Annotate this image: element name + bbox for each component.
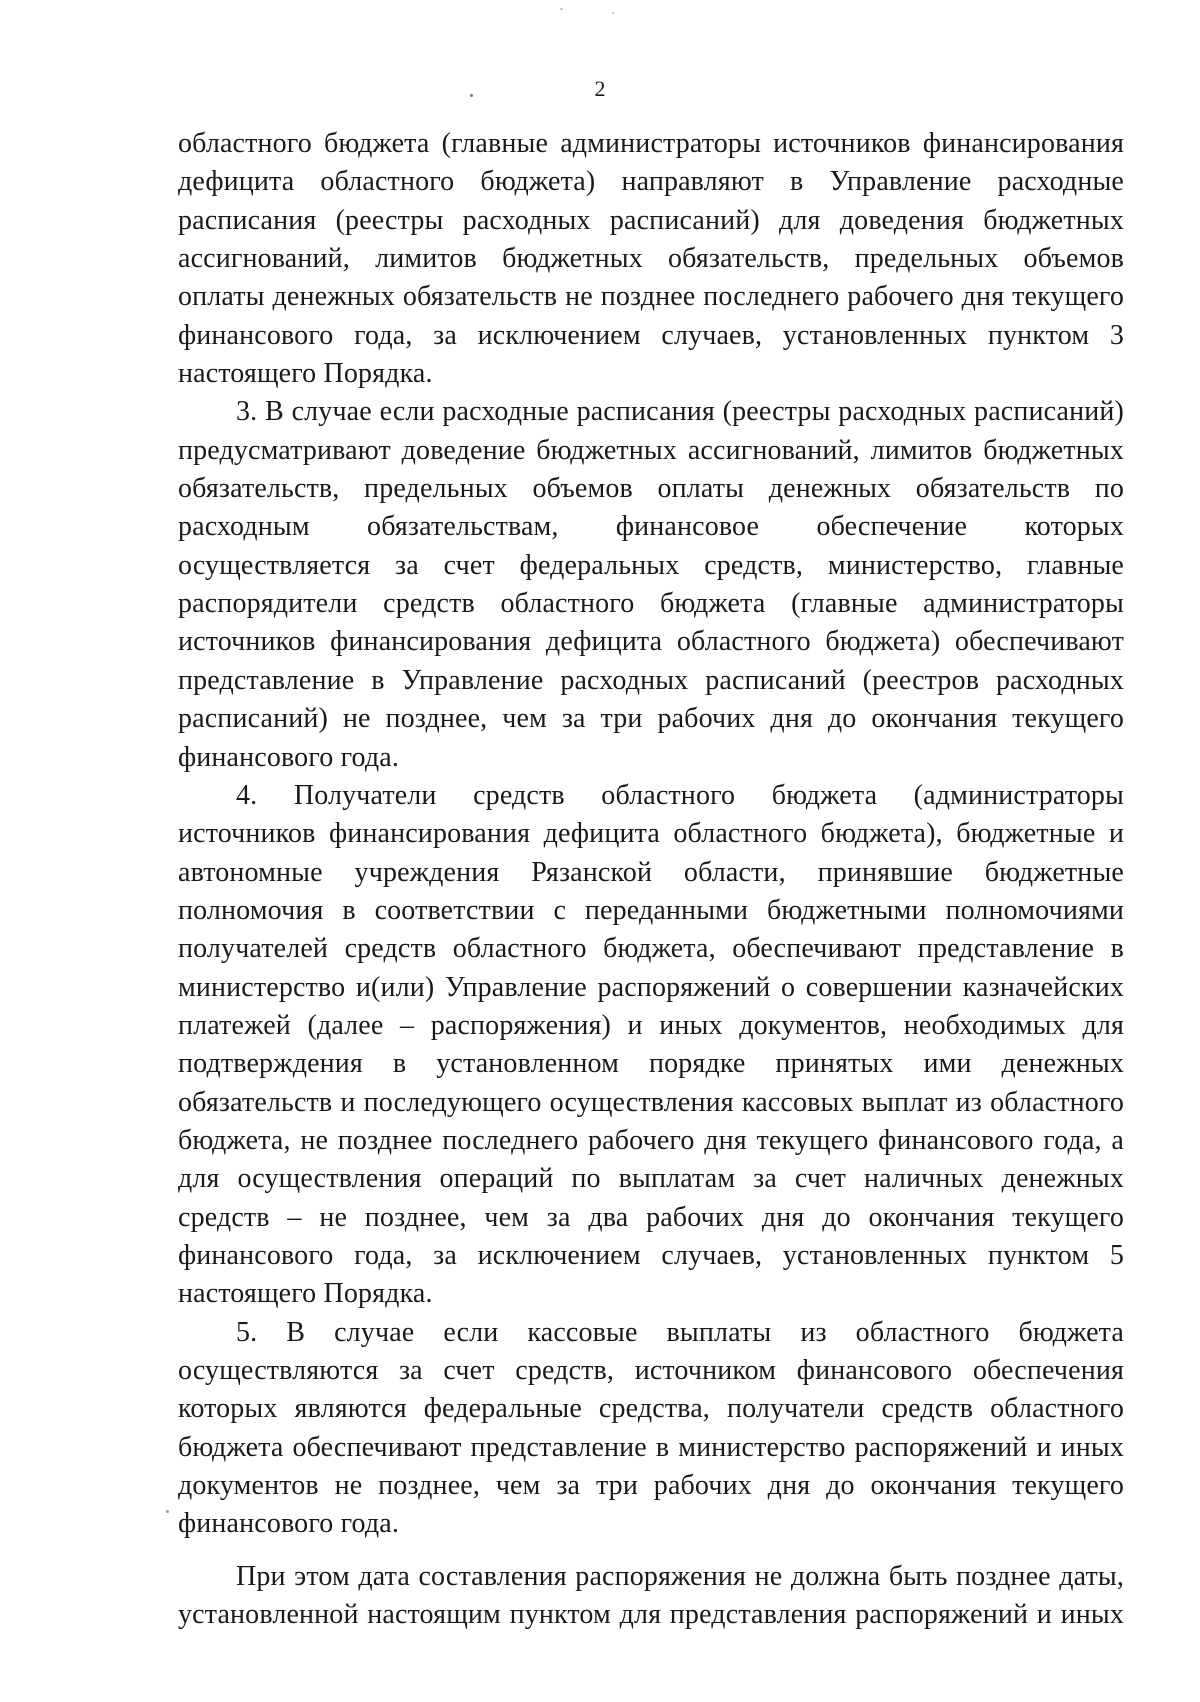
text-line: расходным обязательствам, финансовое обеспечение которых [178, 511, 1124, 543]
text-line: представление в Управление расходных расписаний (реестров расходных [178, 664, 1124, 696]
scan-speck [470, 94, 473, 97]
scan-speck [560, 8, 563, 10]
text-line: распорядители средств областного бюджета (главные администраторы [178, 588, 1124, 620]
text-line: финансового года, за исключением случаев, установленных пунктом 5 [178, 1239, 1124, 1271]
text-line: ассигнований, лимитов бюджетных обязательств, предельных объемов [178, 243, 1124, 275]
text-line: финансового года. [178, 741, 399, 773]
text-line: обязательств и последующего осуществления кассовых выплат из областного [178, 1086, 1124, 1118]
text-line: платежей (далее – распоряжения) и иных документов, необходимых для [178, 1009, 1124, 1041]
text-line: подтверждения в установленном порядке принятых ими денежных [178, 1048, 1124, 1080]
text-line: получателей средств областного бюджета, обеспечивают представление в [178, 933, 1124, 965]
text-line: бюджета обеспечивают представление в министерство распоряжений и иных [178, 1431, 1124, 1463]
scan-speck [166, 1510, 169, 1513]
text-line: 4. Получатели средств областного бюджета (администраторы [236, 779, 1124, 811]
text-line: которых являются федеральные средства, получатели средств областного [178, 1393, 1124, 1425]
paragraph-continuation [178, 125, 1124, 393]
scan-speck [612, 12, 614, 14]
text-line: предусматривают доведение бюджетных ассигнований, лимитов бюджетных [178, 434, 1124, 466]
paragraph-note [178, 1558, 1124, 1635]
text-line: автономные учреждения Рязанской области, принявшие бюджетные [178, 856, 1124, 888]
text-line: расписаний) не позднее, чем за три рабочих дня до окончания текущего [178, 703, 1124, 735]
paragraph-item-3 [178, 393, 1124, 776]
paragraph-item-5 [178, 1314, 1124, 1544]
text-line: средств – не позднее, чем за два рабочих дня до окончания текущего [178, 1201, 1124, 1233]
page-number: 2 [594, 76, 606, 101]
text-line: настоящего Порядка. [178, 358, 433, 390]
text-line: При этом дата составления распоряжения не должна быть позднее даты, [236, 1560, 1124, 1592]
text-line: дефицита областного бюджета) направляют в Управление расходные [178, 166, 1124, 198]
text-line: осуществляются за счет средств, источником финансового обеспечения [178, 1355, 1124, 1386]
text-line: настоящего Порядка. [178, 1278, 433, 1310]
paragraph-item-4 [178, 777, 1124, 1314]
text-line: финансового года. [178, 1508, 399, 1540]
text-line: полномочия в соответствии с переданными бюджетными полномочиями [178, 894, 1124, 926]
text-line: источников финансирования дефицита областного бюджета), бюджетные и [178, 818, 1124, 850]
document-body [178, 125, 1124, 1634]
text-line: источников финансирования дефицита областного бюджета) обеспечивают [178, 626, 1124, 658]
text-line: оплаты денежных обязательств не позднее последнего рабочего дня текущего [178, 281, 1124, 313]
text-line: осуществляется за счет федеральных средств, министерство, главные [178, 549, 1124, 581]
text-line: 5. В случае если кассовые выплаты из областного бюджета [236, 1316, 1124, 1348]
text-line: министерство и(или) Управление распоряжений о совершении казначейских [178, 971, 1124, 1003]
text-line: обязательств, предельных объемов оплаты денежных обязательств по [178, 473, 1124, 505]
text-line: для осуществления операций по выплатам за счет наличных денежных [178, 1163, 1124, 1195]
text-line: 3. В случае если расходные расписания (реестры расходных расписаний) [236, 396, 1124, 428]
text-line: финансового года, за исключением случаев, установленных пунктом 3 [178, 319, 1124, 351]
text-line: документов не позднее, чем за три рабочих дня до окончания текущего [178, 1470, 1124, 1502]
text-line: областного бюджета (главные администраторы источников финансирования [178, 128, 1124, 159]
text-line: бюджета, не позднее последнего рабочего дня текущего финансового года, а [178, 1124, 1124, 1156]
text-line: расписания (реестры расходных расписаний) для доведения бюджетных [178, 204, 1124, 236]
text-line: установленной настоящим пунктом для представления распоряжений и иных [178, 1599, 1124, 1631]
